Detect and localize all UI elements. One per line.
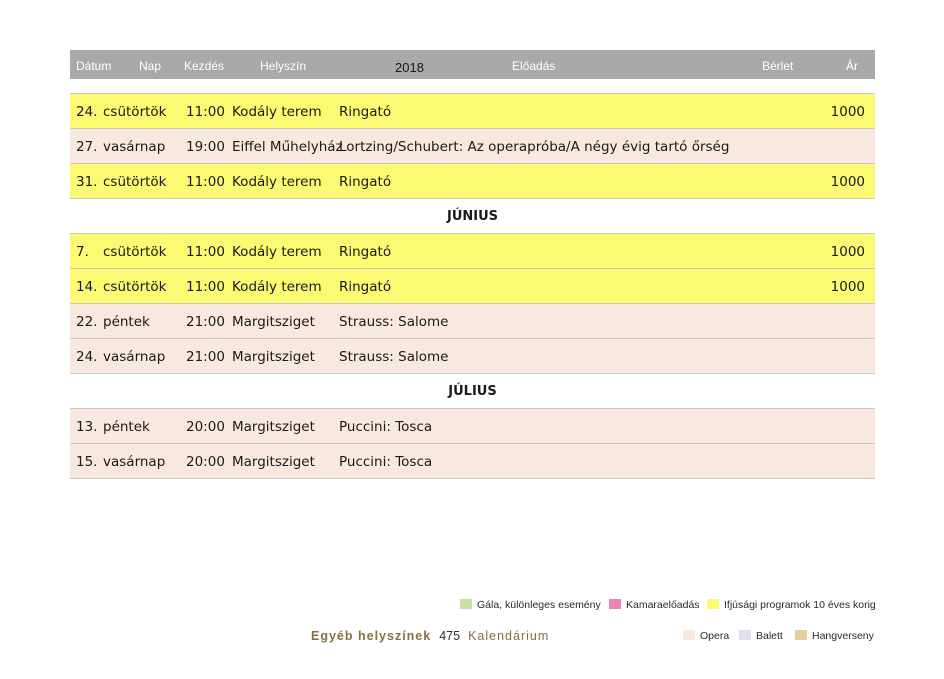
row-venue: Margitsziget bbox=[232, 349, 315, 365]
legend-opera-label: Opera bbox=[700, 630, 730, 642]
row-date: 15. bbox=[76, 454, 98, 470]
header-datum: Dátum bbox=[76, 59, 112, 73]
header-ar: Ár bbox=[846, 59, 858, 73]
row-day: péntek bbox=[103, 419, 150, 435]
month-row bbox=[70, 198, 875, 233]
page-footer bbox=[311, 629, 549, 643]
header-nap: Nap bbox=[139, 59, 162, 73]
legend-kamara bbox=[609, 599, 700, 611]
row-venue: Kodály terem bbox=[232, 279, 322, 295]
row-time: 11:00 bbox=[186, 244, 225, 260]
row-venue: Kodály terem bbox=[232, 104, 322, 120]
month-heading: JÚNIUS bbox=[446, 209, 499, 224]
legend-opera bbox=[683, 630, 729, 642]
legend-kamara-label: Kamaraelőadás bbox=[626, 599, 700, 611]
row-day: vasárnap bbox=[103, 454, 166, 470]
row-venue: Eiffel Műhelyház bbox=[232, 139, 343, 155]
row-time: 19:00 bbox=[186, 139, 225, 155]
legend-swatch-gala bbox=[460, 599, 472, 609]
legend-hangverseny-label: Hangverseny bbox=[812, 630, 874, 642]
row-performance: Puccini: Tosca bbox=[339, 419, 433, 435]
legend-swatch-kamara bbox=[609, 599, 621, 609]
row-time: 21:00 bbox=[186, 349, 225, 365]
row-day: péntek bbox=[103, 314, 150, 330]
row-performance: Ringató bbox=[339, 279, 392, 295]
legend-ifjusagi-label: Ifjúsági programok 10 éves korig bbox=[724, 599, 876, 611]
row-performance: Strauss: Salome bbox=[339, 349, 449, 365]
table-header bbox=[70, 50, 875, 79]
legend-balett-label: Balett bbox=[756, 630, 783, 642]
header-berlet: Bérlet bbox=[762, 59, 794, 73]
table-row bbox=[70, 128, 875, 163]
schedule-table bbox=[70, 93, 875, 479]
header-kezdes: Kezdés bbox=[184, 59, 225, 73]
legend-ifjusagi bbox=[707, 599, 876, 611]
legend-swatch-ifjusagi bbox=[707, 599, 719, 609]
row-date: 27. bbox=[76, 139, 98, 155]
row-price: 1000 bbox=[830, 174, 865, 190]
header-helyszin: Helyszín bbox=[260, 59, 307, 73]
month-heading: JÚLIUS bbox=[448, 384, 497, 399]
row-performance: Lortzing/Schubert: Az operapróba/A négy évig tartó őrség bbox=[339, 139, 730, 155]
row-time: 11:00 bbox=[186, 174, 225, 190]
legend-gala-label: Gála, különleges esemény bbox=[477, 599, 601, 611]
table-row bbox=[70, 268, 875, 303]
row-date: 14. bbox=[76, 279, 98, 295]
row-performance: Strauss: Salome bbox=[339, 314, 449, 330]
row-time: 20:00 bbox=[186, 419, 225, 435]
footer-calendar: Kalendárium bbox=[468, 629, 550, 643]
table-row bbox=[70, 163, 875, 198]
row-day: csütörtök bbox=[103, 244, 167, 260]
legend-hangverseny bbox=[795, 630, 874, 642]
row-performance: Ringató bbox=[339, 244, 392, 260]
row-date: 7. bbox=[76, 244, 89, 260]
page-number: 475 bbox=[439, 629, 461, 643]
row-date: 31. bbox=[76, 174, 98, 190]
row-time: 21:00 bbox=[186, 314, 225, 330]
table-row bbox=[70, 443, 875, 479]
row-venue: Margitsziget bbox=[232, 314, 315, 330]
table-row bbox=[70, 93, 875, 128]
row-day: csütörtök bbox=[103, 174, 167, 190]
row-date: 24. bbox=[76, 104, 98, 120]
row-price: 1000 bbox=[830, 104, 865, 120]
row-venue: Margitsziget bbox=[232, 454, 315, 470]
row-day: csütörtök bbox=[103, 104, 167, 120]
table-row bbox=[70, 303, 875, 338]
table-row bbox=[70, 338, 875, 373]
table-row bbox=[70, 233, 875, 268]
table-row bbox=[70, 408, 875, 443]
row-performance: Ringató bbox=[339, 174, 392, 190]
row-time: 11:00 bbox=[186, 279, 225, 295]
row-price: 1000 bbox=[830, 279, 865, 295]
footer-section: Egyéb helyszínek bbox=[311, 629, 432, 643]
row-day: vasárnap bbox=[103, 349, 166, 365]
row-date: 24. bbox=[76, 349, 98, 365]
row-date: 22. bbox=[76, 314, 98, 330]
row-price: 1000 bbox=[830, 244, 865, 260]
legend-swatch-balett bbox=[739, 630, 751, 640]
row-date: 13. bbox=[76, 419, 98, 435]
header-year: 2018 bbox=[395, 60, 424, 75]
row-performance: Ringató bbox=[339, 104, 392, 120]
legend-gala bbox=[460, 599, 601, 611]
legend-balett bbox=[739, 630, 783, 642]
legend-swatch-hangverseny bbox=[795, 630, 807, 640]
row-day: vasárnap bbox=[103, 139, 166, 155]
row-venue: Kodály terem bbox=[232, 244, 322, 260]
row-time: 11:00 bbox=[186, 104, 225, 120]
row-venue: Margitsziget bbox=[232, 419, 315, 435]
row-time: 20:00 bbox=[186, 454, 225, 470]
row-venue: Kodály terem bbox=[232, 174, 322, 190]
header-eloadas: Előadás bbox=[512, 59, 556, 73]
month-row bbox=[70, 373, 875, 408]
legend-swatch-opera bbox=[683, 630, 695, 640]
row-day: csütörtök bbox=[103, 279, 167, 295]
row-performance: Puccini: Tosca bbox=[339, 454, 433, 470]
